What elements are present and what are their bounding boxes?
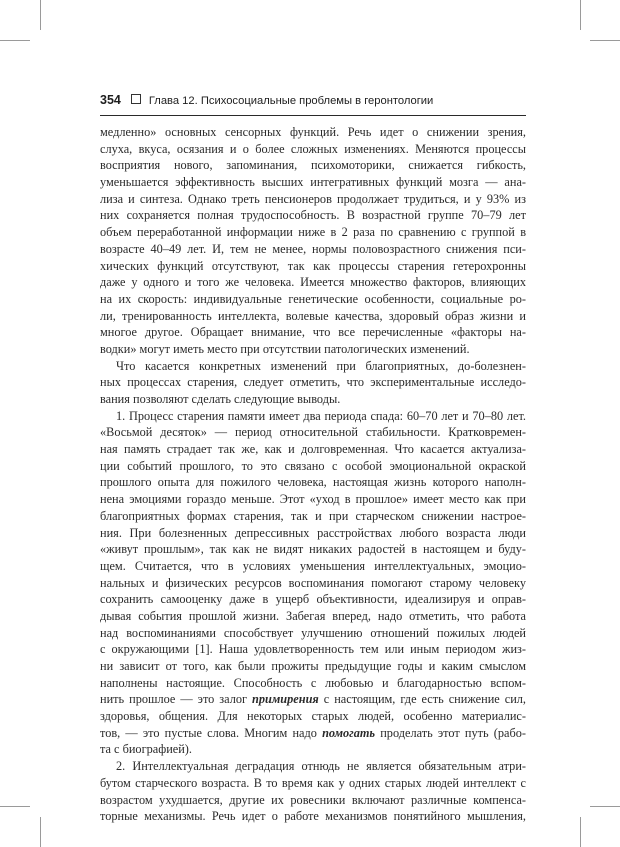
- square-bullet-icon: [131, 94, 141, 104]
- text-line: торные механизмы. Речь идет о работе механизмов понятийного мышления,: [100, 809, 526, 824]
- text-line: медленно» основных сенсорных функций. Речь идет о снижении зрения,: [100, 125, 526, 139]
- chapter-title: Глава 12. Психосоциальные проблемы в геронтологии: [148, 95, 434, 107]
- text-line: сохранить самооценку даже в ущерб объективности, идеализируя и оправ-: [100, 592, 526, 607]
- text-line: лиза и синтеза. Однако треть пенсионеров продолжает трудиться, и у 93% из: [100, 191, 526, 206]
- text-line: «Восьмой десяток» — период относительной стабильности. Кратковремен-: [100, 425, 526, 440]
- text-fragment: с настоящим, где есть снижение сил,: [318, 692, 526, 707]
- text-line: ции событий прошлого, то это связано с особой эмоциональной окраской: [100, 458, 526, 473]
- emphasis-word: примирения: [252, 692, 319, 707]
- text-line: хических функций отсутствуют, так как процессы старения гетерохронны: [100, 258, 526, 273]
- text-line: «живут прошлым», так как не видят никаких радостей в настоящем и буду-: [100, 542, 526, 557]
- crop-mark-bottom-right-h: [590, 806, 620, 807]
- text-line: нальных и физических ресурсов воспоминания помогают старому человеку: [100, 575, 526, 590]
- body-text: [100, 124, 526, 825]
- text-line: благоприятных формах старения, так и при старческом снижении настрое-: [100, 508, 526, 523]
- text-line: ная память страдает так же, как и долговременная. Что касается актуализа-: [100, 442, 526, 457]
- text-line: вания позволяют сделать следующие выводы.: [100, 392, 341, 406]
- text-line: нена эмоциями гораздо меньше. Этот «уход в прошлое» имеет место как при: [100, 492, 526, 507]
- crop-mark-bottom-left-v: [40, 817, 41, 847]
- text-line: прошлого опыта для пожилого человека, настоящая жизнь которого наполн-: [100, 475, 526, 490]
- header-rule: [100, 115, 526, 116]
- crop-mark-top-right-v: [580, 0, 581, 30]
- text-line: здоровья, общения. Для некоторых старых людей, особенно материалис-: [100, 709, 526, 724]
- text-line: та с биографией).: [100, 742, 192, 757]
- text-line: ни зависит от того, как были прожиты предыдущие годы и каким смыслом: [100, 659, 526, 673]
- text-line: над воспоминаниями способствует улучшению отношений пожилых людей: [100, 625, 526, 640]
- crop-mark-top-right-h: [590, 40, 620, 41]
- text-line: на их скорость: индивидуальные генетические особенности, социальные ро-: [100, 291, 526, 306]
- crop-mark-top-left-v: [40, 0, 41, 30]
- text-line: [100, 725, 526, 742]
- text-line: ных процессах старения, следует отметить, что экспериментальные исследо-: [100, 375, 526, 390]
- text-line: ния. При болезненных депрессивных расстройствах любого возраста люди: [100, 525, 526, 540]
- text-line: слуха, вкуса, осязания и о более сложных изменениях. Меняются процессы: [100, 141, 526, 156]
- text-line: 1. Процесс старения памяти имеет два периода спада: 60–70 лет и 70–80 лет.: [116, 408, 526, 423]
- emphasis-word: помогать: [322, 725, 376, 740]
- text-line: многое другое. Обращает внимание, что все перечисленные «факторы на-: [100, 325, 526, 340]
- text-line: ли, тренированность интеллекта, волевые качества, здоровый образ жизни и: [100, 308, 526, 323]
- text-line: щем. Считается, что в условиях уменьшения интеллектуальных, эмоцио-: [100, 558, 526, 573]
- text-fragment: тов, — это пустые слова. Многим надо: [100, 725, 323, 740]
- text-line: с окружающими [1]. Наша удовлетворенность тем или иным периодом жиз-: [100, 642, 526, 657]
- text-line: Что касается конкретных изменений при благоприятных, до-болезнен-: [116, 358, 526, 373]
- text-fragment: нить прошлое — это залог: [100, 692, 253, 707]
- text-line: наполнены настоящие. Способность с любовью и благодарностью вспом-: [100, 675, 526, 690]
- text-line: возрастом ухудшается, другие их ровесники включают различные компенса-: [100, 792, 526, 807]
- text-line: возрасте 40–49 лет. И, тем не менее, нормы половозрастного снижения пси-: [100, 241, 526, 256]
- text-line: них сохраняется полная трудоспособность. В возрастной группе 70–79 лет: [100, 208, 526, 223]
- running-header: [100, 93, 526, 113]
- crop-mark-top-left-h: [0, 40, 30, 41]
- text-line: объем переработанной информации ниже в 2 раза по сравнению с группой в: [100, 225, 526, 240]
- page-number: 354: [100, 93, 121, 107]
- text-line: дывая события прошлой жизни. Забегая вперед, надо отметить, что работа: [100, 608, 526, 623]
- text-line: бутом старческого возраста. В то время как у одних старых людей интеллект с: [100, 775, 526, 790]
- crop-mark-bottom-left-h: [0, 806, 30, 807]
- text-line: восприятия нового, запоминания, психомоторики, снижается гибкость,: [100, 158, 526, 173]
- text-line: уменьшается эффективность высших интегративных функций мозга — ана-: [100, 175, 526, 190]
- text-fragment: проделать этот путь (рабо-: [375, 725, 526, 740]
- text-line: 2. Интеллектуальная деградация отнюдь не является обязательным атри-: [116, 759, 526, 774]
- text-line: водки» могут иметь место при отсутствии патологических изменений.: [100, 341, 470, 356]
- text-line: даже у одного и того же человека. Имеется множество факторов, влияющих: [100, 275, 526, 290]
- text-line: [100, 691, 526, 708]
- crop-mark-bottom-right-v: [580, 817, 581, 847]
